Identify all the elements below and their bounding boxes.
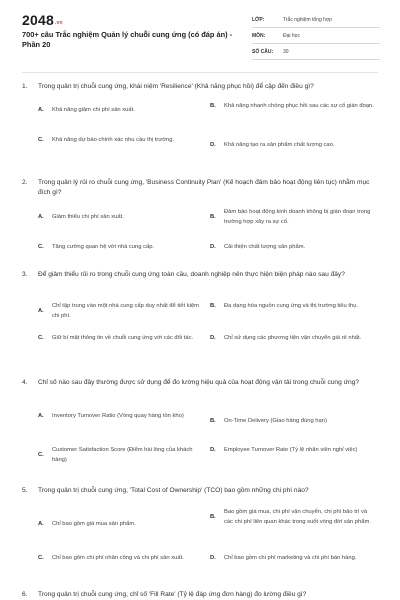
option-text: Customer Satisfaction Score (Điểm hài lòng của khách hàng) [52,447,193,463]
option-letter: C. [38,451,44,458]
question-1 [22,82,378,148]
option-text: Khả năng nhanh chóng phục hồi sau các sự cố gián đoạn. [224,103,374,109]
option-letter: B. [210,303,216,309]
question-number: 3. [22,271,28,278]
meta-row-subject [252,28,380,44]
meta-key-subject: MÔN: [252,32,266,39]
option-a[interactable] [38,520,208,530]
question-body: Trong quản lý rủi ro chuỗi cung ứng, 'Business Continuity Plan' (Kế hoạch đảm bảo hoạt động liên tục) nhằm mục đích gì? [38,179,370,196]
option-letter: B. [210,103,216,109]
page-header [0,0,400,66]
option-letter: A. [38,413,44,419]
option-c[interactable] [38,136,208,146]
question-number: 2. [22,179,28,186]
header-divider [22,72,378,73]
quiz-meta-panel [252,12,380,60]
option-letter: D. [210,142,216,148]
question-number: 1. [22,83,28,90]
question-6 [22,590,378,600]
meta-value-count: 30 [283,48,289,55]
option-letter: B. [210,418,216,424]
option-text: Giảm thiểu chi phí sản xuất. [52,214,124,220]
option-b[interactable] [210,417,380,427]
option-a[interactable] [38,213,208,223]
site-logo[interactable] [22,12,63,28]
option-letter: D. [210,335,216,341]
logo-domain-text: .vn [54,20,63,26]
option-a[interactable] [38,106,208,116]
question-text [22,270,378,280]
option-letter: B. [210,213,216,220]
option-letter: C. [38,555,44,561]
meta-value-subject: Đại học [283,32,300,39]
option-letter: C. [38,137,44,143]
question-3 [22,270,378,341]
question-4 [22,378,378,463]
logo-main-text: 2048 [22,12,54,28]
option-a[interactable] [38,412,208,422]
option-letter: A. [38,307,44,314]
question-body: Trong quản trị chuỗi cung ứng, khái niệm 'Resilience' (Khả năng phục hồi) để cập đến điều gì? [38,83,314,90]
question-body: Để giảm thiểu rủi ro trong chuỗi cung ứng toàn cầu, doanh nghiệp nên thực hiện biện pháp nào sau đây? [38,271,345,278]
option-text: Bao gồm giá mua, chi phí vận chuyển, chi phí bảo trì và các chi phí liên quan khác trong suốt vòng đời sản phẩm. [224,509,371,525]
option-letter: D. [210,447,216,453]
option-text: Giữ bí mật thông tin về chuỗi cung ứng với các đối tác. [52,335,194,341]
question-body: Trong quản trị chuỗi cung ứng, chỉ số 'Fill Rate' (Tỷ lệ đáp ứng đơn hàng) đo lường điều gì? [38,591,307,598]
option-letter: D. [210,555,216,561]
option-d[interactable] [210,334,380,344]
meta-value-class: Trắc nghiệm tổng hợp [283,16,332,23]
option-text: Đảm bảo hoạt động kinh doanh không bị gián đoạn trong trường hợp xảy ra sự cố. [224,209,371,225]
option-text: On-Time Delivery (Giao hàng đúng hạn) [224,418,327,424]
option-c[interactable] [38,554,208,564]
option-text: Employee Turnover Rate (Tỷ lệ nhân viên nghỉ việc) [224,447,358,453]
option-c[interactable] [38,243,208,253]
quiz-title: 700+ câu Trắc nghiệm Quản lý chuỗi cung ứng (có đáp án) - Phần 20 [22,30,233,49]
option-c[interactable] [38,334,208,344]
option-text: Cải thiện chất lượng sản phẩm. [224,244,306,250]
question-text [22,82,378,92]
option-c[interactable] [38,446,208,465]
meta-key-count: SỐ CÂU: [252,48,274,55]
question-text [22,178,378,198]
option-a[interactable] [38,302,208,321]
option-b[interactable] [210,102,380,112]
option-text: Inventory Turnover Ratio (Vòng quay hàng tồn kho) [52,413,184,419]
option-letter: B. [210,513,216,520]
option-d[interactable] [210,554,380,564]
option-text: Chỉ sử dụng các phương tiện vận chuyển giá rẻ nhất. [224,335,362,341]
option-letter: A. [38,214,44,220]
question-body: Chỉ số nào sau đây thường được sử dụng để đo lường hiệu quả của hoạt động vận tải trong chuỗi cung ứng? [38,379,359,386]
question-body: Trong quản trị chuỗi cung ứng, 'Total Cost of Ownership' (TCO) bao gồm những chi phí nào? [38,487,309,494]
meta-row-count [252,44,380,60]
question-text [22,486,378,496]
option-text: Chỉ bao gồm chi phí marketing và chi phí bán hàng. [224,555,357,561]
question-number: 4. [22,379,28,386]
option-letter: A. [38,521,44,527]
option-b[interactable] [210,302,380,312]
question-number: 5. [22,487,28,494]
question-2 [22,178,378,250]
option-d[interactable] [210,446,380,456]
option-letter: C. [38,335,44,341]
option-d[interactable] [210,243,380,253]
option-letter: C. [38,244,44,250]
option-text: Tăng cường quan hệ với nhà cung cấp. [52,244,155,250]
question-text [22,378,378,388]
option-d[interactable] [210,141,380,151]
option-text: Chỉ bao gồm giá mua sản phẩm. [52,521,136,527]
option-b[interactable] [210,208,380,227]
option-text: Khả năng dự báo chính xác nhu cầu thị trường. [52,137,175,143]
option-letter: A. [38,107,44,113]
option-letter: D. [210,244,216,250]
meta-row-class [252,12,380,28]
question-number: 6. [22,591,28,598]
meta-key-class: LỚP: [252,16,265,23]
option-text: Chỉ bao gồm chi phí nhân công và chi phí sản xuất. [52,555,184,561]
option-text: Đa dạng hóa nguồn cung ứng và thị trường tiêu thụ. [224,303,359,309]
option-text: Khả năng tạo ra sản phẩm chất lượng cao. [224,142,335,148]
option-b[interactable] [210,508,380,527]
option-text: Khả năng giảm chi phí sản xuất. [52,107,135,113]
question-5 [22,486,378,561]
option-text: Chỉ tập trung vào một nhà cung cấp duy nhất để tiết kiệm chi phí. [52,303,199,319]
